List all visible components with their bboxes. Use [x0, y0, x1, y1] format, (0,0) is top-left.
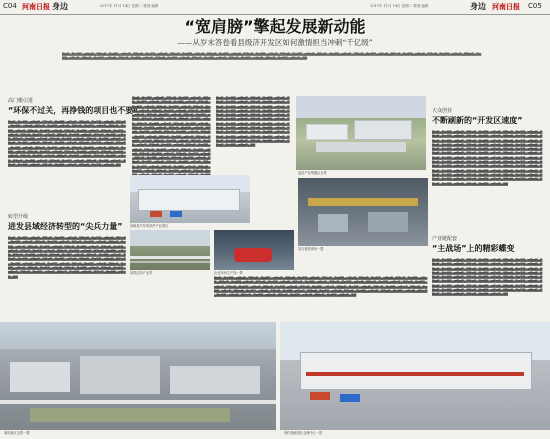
- article-4-headline: “主战场”上的精彩蝶变: [432, 244, 515, 253]
- article-2-kicker: 转型升级: [8, 214, 29, 220]
- right-date: 2017年 11月 14日 星期二 策划 编辑: [370, 4, 429, 8]
- intro-lede: ▇▆▇▅▇▆▇▇▅▆▇▆▇▅▇▇▆▇▅▇▆▇▇▅▆▇▆▇▅▇▇▆▇▅▇▆▇▇▅▆▇▆▇▅▇▇▆▇▅▇▆▇▇▅▆▇▆▇▅▇▇▆▇▅▇▆▇▇▅▆▇▆▇▅▇▇▆▇▅▇▆▇▇▅▆▇▆▇▅▇▇▆▇▅▇▆▇▇▅▆▇▆▇▅▇▇▆▇▅▇▆▇▇▅▆▇▆▇▅▇▇▆▇▅▇▆▇▇▅▆▇▆▇▅▇▇▆▇▅▇▆▇▇▅▆▇▆▇▅▇▇▆▇▅▇▆▇▇▅▆▇▆▇▅▇▇▆▇▅▇▆▇▇▅▆▇▆▇▅▇▇▆▇▅▇▆▇▇▅▆▇▆▇▅▇▇▆▇▅▇▆▇▇▅▆▇▆▇▅▇▇▆▇▅▇▆▇▇▅▆▇▆▇▅▇▇▆▇▅▇▆▇▇▅▆▇▆▇▅▇▇▆▇▅▇▆▇▇▅▆▇▆▇▅▇▇▆▇▅▇▆▇▇▅▆▇▆▇▅▇▇: [62, 52, 482, 61]
- article-1-body: ▇▆▇▅▇▆▇▇▅▆▇▆▇▅▇▇▆▇▅▇▆▇▇▅▆▇▆▇▅▇▇▆▇▅▇▆▇▇▅▆▇▆▇▅▇▇▆▇▅▇▆▇▇▅▆▇▆▇▅▇▇▆▇▅▇▆▇▇▅▆▇▆▇▅▇▇▆▇▅▇▆▇▇▅▆▇▆▇▅▇▇▆▇▅▇▆▇▇▅▆▇▆▇▅▇▇▆▇▅▇▆▇▇▅▆▇▆▇▅▇▇▆▇▅▇▆▇▇▅▆▇▆▇▅▇▇▆▇▅▇▆▇▇▅▆▇▆▇▅▇▇▆▇▅▇▆▇▇▅▆▇▆▇▅▇▇▆▇▅▇▆▇▇▅▆▇▆▇▅▇▇▆▇▅▇▆▇▇▅▆▇▆▇▅▇▇▆▇▅▇▆▇▇▅▆▇▆▇▅▇▇▆▇▅▇▆▇▇▅▆▇▆▇▅▇▇▆▇▅▇▆▇▇▅▆▇▆▇▅▇▇▆▇▅▇▆▇▇▅▆▇▆▇▅▇▇▆▇▅▇▆▇▇▅▆▇▆▇▅▇▇▆▇▅▇▆▇▇▅▆▇▆▇▅▇▇▆▇▅▇▆▇▇▅▆▇▆▇▅▇▇▆▇▅▇▆▇▇▅▆▇▆▇▅▇▇▆▇▅▇▆▇▇▅▆▇▆▇▅▇▇▆▇▅▇▆▇▇▅▆▇▆▇▅▇▇▆▇▅▇▆▇▇▅▆▇▆▇▅▇▇▆▇▅▇▆▇▇▅▆▇▆▇▅▇▇▆▇▅▇▆▇▇▅▆▇▆▇▅▇▇▆▇▅▇▆▇▇▅▆▇▆▇▅▇▇▆▇▅▇▆▇▇▅▆▇▆▇▅▇▇▆▇▅▇▆▇▇▅▆▇▆▇▅▇▇▆▇▅▇▆▇▇▅▆▇▆▇▅▇▇▆▇▅▇▆▇▇▅▆▇▆▇▅▇▇▆▇▅▇▆▇▇▅▆▇▆▇▅▇▇▆▇▅▇▆▇▇▅▆▇▆▇▅▇▇▆▇▅▇▆▇▇▅▆▇▆▇▅▇▇▆▇▅▇▆▇▇▅▆▇▆▇▅▇▇: [8, 120, 126, 167]
- photo-production-line: [298, 178, 428, 246]
- lower-middle-body: ▇▆▇▅▇▆▇▇▅▆▇▆▇▅▇▇▆▇▅▇▆▇▇▅▆▇▆▇▅▇▇▆▇▅▇▆▇▇▅▆▇▆▇▅▇▇▆▇▅▇▆▇▇▅▆▇▆▇▅▇▇▆▇▅▇▆▇▇▅▆▇▆▇▅▇▇▆▇▅▇▆▇▇▅▆▇▆▇▅▇▇▆▇▅▇▆▇▇▅▆▇▆▇▅▇▇▆▇▅▇▆▇▇▅▆▇▆▇▅▇▇▆▇▅▇▆▇▇▅▆▇▆▇▅▇▇▆▇▅▇▆▇▇▅▆▇▆▇▅▇▇▆▇▅▇▆▇▇▅▆▇▆▇▅▇▇▆▇▅▇▆▇▇▅▆▇▆▇▅▇▇▆▇▅▇▆▇▇▅▆▇▆▇▅▇▇▆▇▅▇▆▇▇▅▆▇▆▇▅▇▇▆▇▅▇▆▇▇▅▆▇▆▇▅▇▇▆▇▅▇▆▇▇▅▆▇▆▇▅▇▇▆▇▅▇▆▇▇▅▆▇▆▇▅▇▇▆▇▅▇▆▇▇▅▆▇▆▇▅▇▇▆▇▅▇▆▇▇▅▆▇▆▇▅▇▇▆▇▅▇▆▇▇▅▆▇▆▇▅▇▇▆▇▅▇▆▇▇▅▆▇▆▇▅▇▇▆▇▅▇▆▇▇▅▆▇▆▇▅▇▇▆▇▅▇▆▇▇▅▆▇▆▇▅▇▇▆▇▅▇▆▇▇▅▆▇▆▇▅▇▇▆▇▅▇▆▇▇▅▆▇▆▇▅▇▇▆▇▅▇▆▇▇▅▆▇▆▇▅▇▇▆▇▅▇▆▇▇▅▆▇▆▇▅▇▇: [214, 276, 428, 298]
- left-brand: 河南日报: [22, 2, 50, 11]
- article-1-kicker: 高门槛引进: [8, 98, 34, 104]
- caption-railway: 高铁沿线产业带: [130, 271, 153, 275]
- article-2-body: ▇▆▇▅▇▆▇▇▅▆▇▆▇▅▇▇▆▇▅▇▆▇▇▅▆▇▆▇▅▇▇▆▇▅▇▆▇▇▅▆▇▆▇▅▇▇▆▇▅▇▆▇▇▅▆▇▆▇▅▇▇▆▇▅▇▆▇▇▅▆▇▆▇▅▇▇▆▇▅▇▆▇▇▅▆▇▆▇▅▇▇▆▇▅▇▆▇▇▅▆▇▆▇▅▇▇▆▇▅▇▆▇▇▅▆▇▆▇▅▇▇▆▇▅▇▆▇▇▅▆▇▆▇▅▇▇▆▇▅▇▆▇▇▅▆▇▆▇▅▇▇▆▇▅▇▆▇▇▅▆▇▆▇▅▇▇▆▇▅▇▆▇▇▅▆▇▆▇▅▇▇▆▇▅▇▆▇▇▅▆▇▆▇▅▇▇▆▇▅▇▆▇▇▅▆▇▆▇▅▇▇▆▇▅▇▆▇▇▅▆▇▆▇▅▇▇▆▇▅▇▆▇▇▅▆▇▆▇▅▇▇▆▇▅▇▆▇▇▅▆▇▆▇▅▇▇▆▇▅▇▆▇▇▅▆▇▆▇▅▇▇▆▇▅▇▆▇▇▅▆▇▆▇▅▇▇▆▇▅▇▆▇▇▅▆▇▆▇▅▇▇▆▇▅▇▆▇▇▅▆▇▆▇▅▇▇▆▇▅▇▆▇▇▅▆▇▆▇▅▇▇▆▇▅▇▆▇▇▅▆▇▆▇▅▇▇▆▇▅▇▆▇▇▅▆▇▆▇▅▇▇▆▇▅▇▆▇▇▅▆▇▆▇▅▇▇▆▇▅▇▆▇▇▅▆▇▆▇▅▇▇▆▇▅▇▆▇▇▅▆▇▆▇▅▇▇▆▇▅▇▆▇▇▅▆▇▆▇▅▇▇▆▇▅▇▆▇▇▅▆▇▆▇▅▇▇: [8, 236, 126, 279]
- photo-factory: [130, 175, 250, 223]
- main-title: “宽肩膀”擎起发展新动能: [184, 17, 366, 36]
- article-4-body: ▇▆▇▅▇▆▇▇▅▆▇▆▇▅▇▇▆▇▅▇▆▇▇▅▆▇▆▇▅▇▇▆▇▅▇▆▇▇▅▆▇▆▇▅▇▇▆▇▅▇▆▇▇▅▆▇▆▇▅▇▇▆▇▅▇▆▇▇▅▆▇▆▇▅▇▇▆▇▅▇▆▇▇▅▆▇▆▇▅▇▇▆▇▅▇▆▇▇▅▆▇▆▇▅▇▇▆▇▅▇▆▇▇▅▆▇▆▇▅▇▇▆▇▅▇▆▇▇▅▆▇▆▇▅▇▇▆▇▅▇▆▇▇▅▆▇▆▇▅▇▇▆▇▅▇▆▇▇▅▆▇▆▇▅▇▇▆▇▅▇▆▇▇▅▆▇▆▇▅▇▇▆▇▅▇▆▇▇▅▆▇▆▇▅▇▇▆▇▅▇▆▇▇▅▆▇▆▇▅▇▇▆▇▅▇▆▇▇▅▆▇▆▇▅▇▇▆▇▅▇▆▇▇▅▆▇▆▇▅▇▇▆▇▅▇▆▇▇▅▆▇▆▇▅▇▇▆▇▅▇▆▇▇▅▆▇▆▇▅▇▇▆▇▅▇▆▇▇▅▆▇▆▇▅▇▇▆▇▅▇▆▇▇▅▆▇▆▇▅▇▇▆▇▅▇▆▇▇▅▆▇▆▇▅▇▇▆▇▅▇▆▇▇▅▆▇▆▇▅▇▇▆▇▅▇▆▇▇▅▆▇▆▇▅▇▇▆▇▅▇▆▇▇▅▆▇▆▇▅▇▇▆▇▅▇▆▇▇▅▆▇▆▇▅▇▇▆▇▅▇▆▇▇▅▆▇▆▇▅▇▇: [432, 258, 543, 297]
- right-section: 身边: [470, 1, 486, 11]
- photo-city-aerial: [0, 322, 276, 430]
- left-section: 身边: [52, 1, 68, 11]
- caption-logistics-warehouse: 现代物流园区仓储中心一景: [284, 431, 323, 435]
- photo-logistics-warehouse: [280, 322, 550, 430]
- left-page-number: C04: [3, 2, 17, 10]
- right-page-number: C05: [528, 2, 542, 10]
- page-header: [0, 0, 550, 15]
- center-left-body: ▇▆▇▅▇▆▇▇▅▆▇▆▇▅▇▇▆▇▅▇▆▇▇▅▆▇▆▇▅▇▇▆▇▅▇▆▇▇▅▆▇▆▇▅▇▇▆▇▅▇▆▇▇▅▆▇▆▇▅▇▇▆▇▅▇▆▇▇▅▆▇▆▇▅▇▇▆▇▅▇▆▇▇▅▆▇▆▇▅▇▇▆▇▅▇▆▇▇▅▆▇▆▇▅▇▇▆▇▅▇▆▇▇▅▆▇▆▇▅▇▇▆▇▅▇▆▇▇▅▆▇▆▇▅▇▇▆▇▅▇▆▇▇▅▆▇▆▇▅▇▇▆▇▅▇▆▇▇▅▆▇▆▇▅▇▇▆▇▅▇▆▇▇▅▆▇▆▇▅▇▇▆▇▅▇▆▇▇▅▆▇▆▇▅▇▇▆▇▅▇▆▇▇▅▆▇▆▇▅▇▇▆▇▅▇▆▇▇▅▆▇▆▇▅▇▇▆▇▅▇▆▇▇▅▆▇▆▇▅▇▇▆▇▅▇▆▇▇▅▆▇▆▇▅▇▇▆▇▅▇▆▇▇▅▆▇▆▇▅▇▇▆▇▅▇▆▇▇▅▆▇▆▇▅▇▇▆▇▅▇▆▇▇▅▆▇▆▇▅▇▇▆▇▅▇▆▇▇▅▆▇▆▇▅▇▇▆▇▅▇▆▇▇▅▆▇▆▇▅▇▇▆▇▅▇▆▇▇▅▆▇▆▇▅▇▇▆▇▅▇▆▇▇▅▆▇▆▇▅▇▇▆▇▅▇▆▇▇▅▆▇▆▇▅▇▇▆▇▅▇▆▇▇▅▆▇▆▇▅▇▇▆▇▅▇▆▇▇▅▆▇▆▇▅▇▇▆▇▅▇▆▇▇▅▆▇▆▇▅▇▇▆▇▅▇▆▇▇▅▆▇▆▇▅▇▇▆▇▅▇▆▇▇▅▆▇▆▇▅▇▇▆▇▅▇▆▇▇▅▆▇▆▇▅▇▇▆▇▅▇▆▇▇▅▆▇▆▇▅▇▇▆▇▅▇▆▇▇▅▆▇▆▇▅▇▇▆▇▅▇▆▇▇▅▆▇▆▇▅▇▇▆▇▅▇▆▇▇▅▆▇▆▇▅▇▇▆▇▅▇▆▇▇▅▆▇▆▇▅▇▇▆▇▅▇▆▇▇▅▆▇▆▇▅▇▇▆▇▅▇▆▇▇▅▆▇▆▇▅▇▇▆▇▅▇▆: [132, 96, 211, 174]
- photo-railway: [130, 230, 210, 270]
- right-brand: 河南日报: [492, 2, 520, 11]
- caption-production-line: 项目建设现场一瞥: [298, 247, 324, 251]
- article-2-headline: 进发县域经济转型的“尖兵力量”: [8, 222, 123, 231]
- photo-workshop: [214, 230, 294, 270]
- article-1-headline: “环保不过关，再挣钱的项目也不要”: [8, 106, 139, 115]
- article-4-kicker: 产业链配套: [432, 236, 458, 242]
- caption-workshop: 企业车间生产线一景: [214, 271, 243, 275]
- main-subtitle: ——从岁末答卷看县级济开发区如何激情担当冲刺“千亿级”: [177, 38, 373, 47]
- article-3-body: ▇▆▇▅▇▆▇▇▅▆▇▆▇▅▇▇▆▇▅▇▆▇▇▅▆▇▆▇▅▇▇▆▇▅▇▆▇▇▅▆▇▆▇▅▇▇▆▇▅▇▆▇▇▅▆▇▆▇▅▇▇▆▇▅▇▆▇▇▅▆▇▆▇▅▇▇▆▇▅▇▆▇▇▅▆▇▆▇▅▇▇▆▇▅▇▆▇▇▅▆▇▆▇▅▇▇▆▇▅▇▆▇▇▅▆▇▆▇▅▇▇▆▇▅▇▆▇▇▅▆▇▆▇▅▇▇▆▇▅▇▆▇▇▅▆▇▆▇▅▇▇▆▇▅▇▆▇▇▅▆▇▆▇▅▇▇▆▇▅▇▆▇▇▅▆▇▆▇▅▇▇▆▇▅▇▆▇▇▅▆▇▆▇▅▇▇▆▇▅▇▆▇▇▅▆▇▆▇▅▇▇▆▇▅▇▆▇▇▅▆▇▆▇▅▇▇▆▇▅▇▆▇▇▅▆▇▆▇▅▇▇▆▇▅▇▆▇▇▅▆▇▆▇▅▇▇▆▇▅▇▆▇▇▅▆▇▆▇▅▇▇▆▇▅▇▆▇▇▅▆▇▆▇▅▇▇▆▇▅▇▆▇▇▅▆▇▆▇▅▇▇▆▇▅▇▆▇▇▅▆▇▆▇▅▇▇▆▇▅▇▆▇▇▅▆▇▆▇▅▇▇▆▇▅▇▆▇▇▅▆▇▆▇▅▇▇▆▇▅▇▆▇▇▅▆▇▆▇▅▇▇▆▇▅▇▆▇▇▅▆▇▆▇▅▇▇▆▇▅▇▆▇▇▅▆▇▆▇▅▇▇▆▇▅▇▆▇▇▅▆▇▆▇▅▇▇▆▇▅▇▆▇▇▅▆▇▆▇▅▇▇▆▇▅▇▆▇▇▅▆▇▆▇▅▇▇▆▇▅▇▆▇▇▅▆▇▆▇▅▇▇▆▇▅▇▆▇▇▅▆▇▆▇▅▇▇▆▇▅▇▆▇▇▅▆▇▆▇▅▇▇▆▇▅▇▆▇▇▅▆▇▆▇▅▇▇▆▇▅▇▆▇▇▅▆▇▆▇▅▇▇▆▇▅▇▆▇▇▅▆▇▆▇▅▇▇▆▇▅▇▆▇▇▅▆▇▆▇▅▇▇▆▇▅▇▆▇▇▅▆▇▆▇▅▇▇▆▇▅▇▆▇▇▅▆▇▆▇▅▇▇: [432, 130, 543, 186]
- caption-factory: 西峡县汽车零部件产业园区: [130, 224, 169, 228]
- article-3-headline: 不断刷新的“开发区速度”: [432, 116, 523, 125]
- photo-industrial-park: [296, 96, 426, 170]
- left-date: 2017年 11月 14日 星期二 策划 编辑: [100, 4, 159, 8]
- center-mid-body: ▇▆▇▅▇▆▇▇▅▆▇▆▇▅▇▇▆▇▅▇▆▇▇▅▆▇▆▇▅▇▇▆▇▅▇▆▇▇▅▆▇▆▇▅▇▇▆▇▅▇▆▇▇▅▆▇▆▇▅▇▇▆▇▅▇▆▇▇▅▆▇▆▇▅▇▇▆▇▅▇▆▇▇▅▆▇▆▇▅▇▇▆▇▅▇▆▇▇▅▆▇▆▇▅▇▇▆▇▅▇▆▇▇▅▆▇▆▇▅▇▇▆▇▅▇▆▇▇▅▆▇▆▇▅▇▇▆▇▅▇▆▇▇▅▆▇▆▇▅▇▇▆▇▅▇▆▇▇▅▆▇▆▇▅▇▇▆▇▅▇▆▇▇▅▆▇▆▇▅▇▇▆▇▅▇▆▇▇▅▆▇▆▇▅▇▇▆▇▅▇▆▇▇▅▆▇▆▇▅▇▇▆▇▅▇▆▇▇▅▆▇▆▇▅▇▇▆▇▅▇▆▇▇▅▆▇▆▇▅▇▇▆▇▅▇▆▇▇▅▆▇▆▇▅▇▇▆▇▅▇▆▇▇▅▆▇▆▇▅▇▇▆▇▅▇▆▇▇▅▆▇▆▇▅▇▇▆▇▅▇▆▇▇▅▆▇▆▇▅▇▇▆▇▅▇▆▇▇▅▆▇▆▇▅▇▇▆▇▅▇▆▇▇▅▆▇▆▇▅▇▇▆▇▅▇▆▇▇▅▆▇▆▇▅▇▇: [216, 96, 290, 148]
- caption-city-aerial: 城市新区全景一瞥: [4, 431, 30, 435]
- caption-industrial-park: 温县产业集聚区全景: [298, 171, 327, 175]
- article-3-kicker: 大众创业: [432, 108, 453, 114]
